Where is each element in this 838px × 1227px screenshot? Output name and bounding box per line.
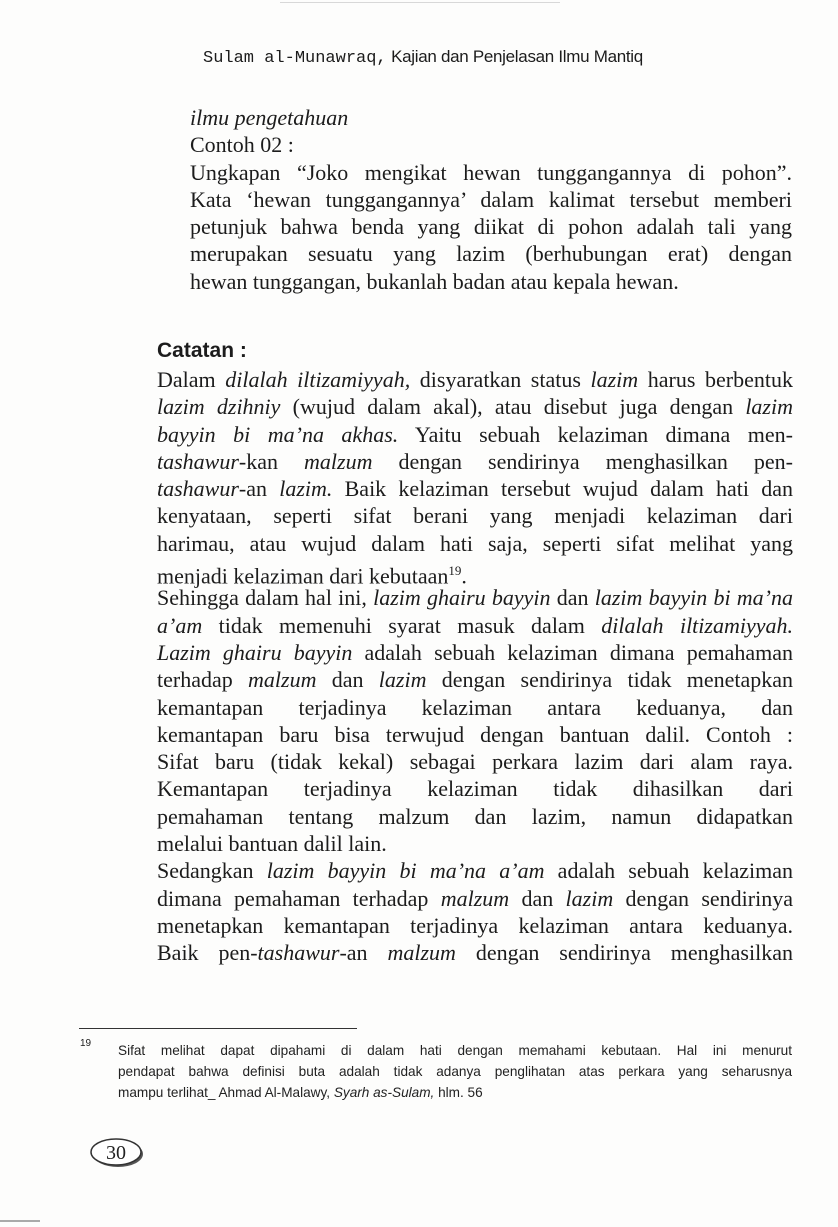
text-line: [157, 666, 793, 693]
text-span: pendapat bahwa definisi buta adalah tidak adanya penglihatan atas perkara yang seharusnya: [118, 1064, 792, 1079]
italic-term: lazim: [565, 885, 614, 911]
text-line: [157, 502, 793, 529]
text-line: [157, 393, 793, 420]
text-line: [190, 186, 792, 213]
text-span: .: [461, 563, 467, 589]
text-span: melalui bantuan dalil lain.: [157, 831, 387, 857]
text-span: dengan sendirinya: [613, 885, 794, 911]
text-span: dengan sendirinya menghasilkan: [455, 940, 793, 966]
text-line: [157, 639, 793, 666]
footnote-ref[interactable]: 19: [448, 563, 462, 579]
italic-term: lazim dzihniy: [157, 394, 281, 420]
text-span: menetapkan kemantapan terjadinya kelaziman antara keduanya.: [157, 912, 793, 938]
text-line: [157, 885, 793, 912]
text-span: -kan: [238, 448, 305, 474]
text-span: harus berbentuk: [638, 367, 793, 392]
text-span: merupakan sesuatu yang lazim (berhubungan erat) dengan: [190, 241, 792, 267]
italic-term: lazim: [745, 394, 793, 420]
scan-bottom-edge: [0, 1220, 40, 1222]
note-heading: Catatan :: [157, 339, 247, 362]
text-line: [157, 421, 793, 448]
scan-top-edge: [280, 2, 560, 3]
text-span: terhadap: [157, 667, 249, 693]
text-span: dengan sendirinya menghasilkan pen-: [372, 448, 793, 474]
text-line: [157, 366, 793, 393]
page-number: 30: [106, 1142, 126, 1164]
text-line: [157, 694, 793, 721]
text-span: Baik pen-: [157, 940, 258, 966]
text-span: pemahaman tentang malzum dan lazim, namun didapatkan: [157, 803, 793, 829]
text-span: -an: [339, 940, 388, 966]
text-line: [157, 557, 793, 589]
text-span: hewan tunggangan, bukanlah badan atau kepala hewan.: [190, 268, 679, 294]
text-line: [118, 1040, 792, 1061]
text-line: [190, 104, 792, 131]
text-span: kenyataan, seperti sifat berani yang menjadi kelaziman dari: [157, 503, 793, 529]
text-line: [157, 803, 793, 830]
note-body: [157, 366, 793, 967]
italic-term: malzum: [440, 885, 510, 911]
text-line: [157, 612, 793, 639]
text-span: dimana pemahaman terhadap: [157, 885, 441, 911]
text-line: [157, 475, 793, 502]
text-span: Kemantapan terjadinya kelaziman tidak dihasilkan dari: [157, 776, 793, 802]
text-line: [157, 775, 793, 802]
text-span: Contoh 02 :: [190, 132, 294, 158]
text-line: [157, 857, 793, 884]
text-line: [157, 912, 793, 939]
text-span: harimau, atau wujud dalam hati saja, seperti sifat melihat yang: [157, 530, 793, 556]
header-book-title: Sulam al-Munawraq,: [203, 49, 387, 68]
text-line: [118, 1061, 792, 1082]
page-number-badge: [89, 1137, 145, 1169]
text-span: Baik kelaziman tersebut wujud dalam hati dan: [332, 476, 793, 502]
text-line: [190, 268, 792, 295]
text-span: Yaitu sebuah kelaziman dimana men-: [398, 421, 793, 447]
italic-term: a’am: [157, 612, 203, 638]
italic-term: lazim.: [279, 476, 333, 502]
text-line: [190, 159, 792, 186]
text-span: dan: [316, 667, 379, 693]
italic-term: lazim: [590, 367, 639, 392]
italic-term: lazim ghairu bayyin: [373, 585, 551, 611]
example-paragraph: [190, 104, 792, 295]
text-span: petunjuk bahwa benda yang diikat di pohon adalah tali yang: [190, 214, 792, 240]
text-line: [190, 131, 792, 158]
italic-term: ilmu pengetahuan: [190, 105, 349, 130]
text-line: [157, 721, 793, 748]
text-span: -an: [238, 476, 280, 502]
text-span: adalah sebuah kelaziman dimana pemahaman: [352, 639, 793, 665]
italic-term: lazim: [378, 667, 427, 693]
text-span: Sehingga dalam hal ini,: [157, 585, 374, 611]
footnote-number: 19: [80, 1038, 92, 1049]
italic-term: Lazim ghairu bayyin: [157, 639, 353, 665]
page-number-oval-icon: [89, 1137, 145, 1169]
text-span: dan: [550, 585, 595, 611]
italic-term: Syarh as-Sulam,: [333, 1085, 435, 1100]
footnote-divider: [79, 1028, 357, 1029]
italic-term: malzum: [304, 448, 373, 474]
italic-term: tashawur: [157, 448, 239, 474]
text-line: [190, 240, 792, 267]
text-span: disyaratkan status: [410, 367, 591, 392]
text-line: [157, 748, 793, 775]
italic-term: tashawur: [157, 476, 239, 502]
text-span: dan: [509, 885, 566, 911]
text-span: hlm. 56: [434, 1085, 483, 1100]
text-line: [190, 213, 792, 240]
text-span: Dalam: [157, 367, 226, 392]
text-line: [157, 530, 793, 557]
italic-term: lazim bayyin bi ma’na: [594, 585, 793, 611]
text-span: menjadi kelaziman dari kebutaan: [157, 563, 449, 589]
text-span: Kata ‘hewan tunggangannya’ dalam kalimat tersebut memberi: [190, 186, 792, 212]
italic-term: malzum: [248, 667, 317, 693]
text-span: adalah sebuah kelaziman: [544, 858, 793, 884]
footnote-text: [118, 1040, 792, 1103]
text-span: kemantapan terjadinya kelaziman antara keduanya, dan: [157, 694, 793, 720]
text-line: [157, 830, 793, 857]
text-span: (wujud dalam akal), atau disebut juga dengan: [280, 394, 746, 420]
italic-term: lazim bayyin bi ma’na a’am: [266, 858, 545, 884]
italic-term: dilalah iltizamiyyah.: [601, 612, 793, 638]
text-span: Sedangkan: [157, 858, 267, 884]
text-line: [157, 448, 793, 475]
italic-term: tashawur: [257, 940, 340, 966]
italic-term: malzum: [387, 940, 456, 966]
text-line: [157, 584, 793, 611]
italic-term: bayyin bi ma’na akhas.: [157, 421, 399, 447]
text-span: Sifat baru (tidak kekal) sebagai perkara lazim dari alam raya.: [157, 749, 793, 775]
text-line: [157, 939, 793, 966]
text-span: tidak memenuhi syarat masuk dalam: [202, 612, 602, 638]
text-span: kemantapan baru bisa terwujud dengan bantuan dalil. Contoh :: [157, 721, 793, 747]
text-line: [118, 1082, 792, 1103]
running-header: [203, 46, 643, 68]
text-span: Ungkapan “Joko mengikat hewan tunggangannya di pohon”.: [190, 159, 792, 185]
text-span: Sifat melihat dapat dipahami di dalam hati dengan memahami kebutaan. Hal ini menurut: [118, 1043, 792, 1058]
header-subtitle: Kajian dan Penjelasan Ilmu Mantiq: [386, 47, 643, 66]
italic-term: dilalah iltizamiyyah,: [225, 367, 411, 392]
text-span: dengan sendirinya tidak menetapkan: [426, 667, 794, 693]
text-span: mampu terlihat_ Ahmad Al-Malawy,: [118, 1085, 334, 1100]
